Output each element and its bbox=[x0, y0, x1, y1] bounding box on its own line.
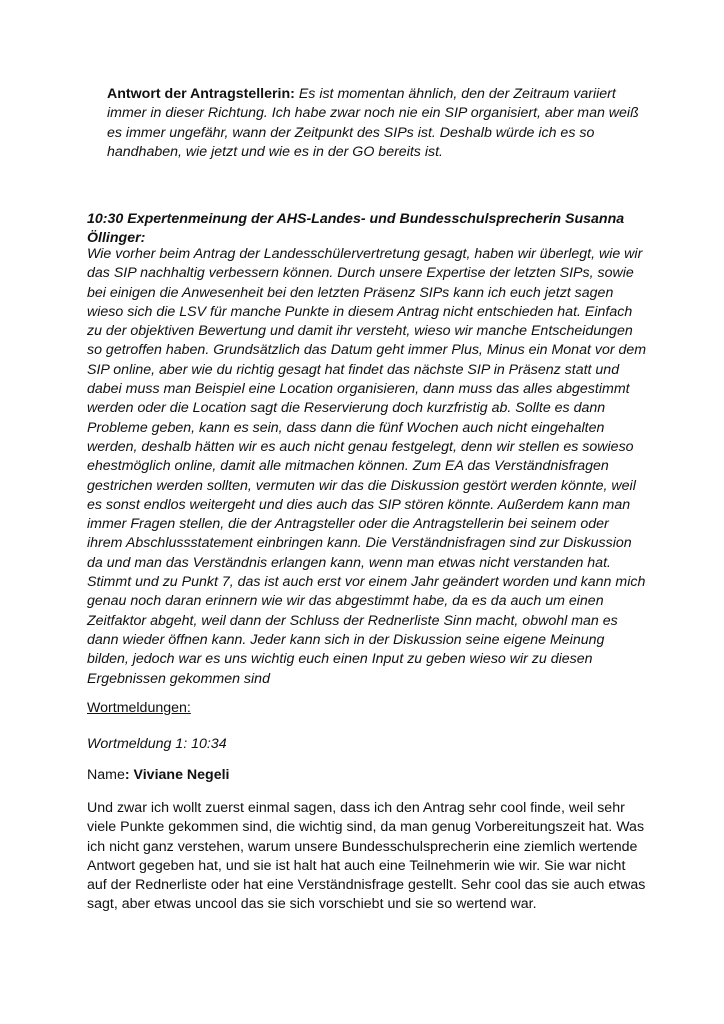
speaker-statement: Und zwar ich wollt zuerst einmal sagen, dass ich den Antrag sehr cool finde, weil sehr viele Punkte gekommen sind, die wichtig sind, da man genug Vorbereitungszeit hat. Was ich nicht ganz verstehen, warum unsere Bundesschulsprecherin eine ziemlich wertende Antwort gegeben hat, und sie ist halt hat auch eine Teilnehmerin wie wir. Sie war nicht auf der Rednerliste oder hat eine Verständnisfrage gestellt. Sehr cool das sie auch etwas sagt, aber etwas uncool das sie sich vorschiebt und sie so wertend war. bbox=[87, 800, 646, 913]
speaker-name-value: : Viviane Negeli bbox=[124, 767, 230, 783]
wortmeldungen-title: Wortmeldungen: bbox=[87, 700, 191, 716]
wortmeldung-meta: Wortmeldung 1: 10:34 bbox=[87, 736, 227, 752]
answer-text: Es ist momentan ähnlich, den der Zeitraum variiert immer in dieser Richtung. Ich habe zwar noch nie ein SIP organisiert, aber man weiß es immer ungefähr, wann der Zeitpunkt des SIPs ist. Deshalb würde ich es so handhaben, wie jetzt und wie es in der GO bereits ist. bbox=[107, 86, 639, 160]
speaker-name-label: Name bbox=[87, 767, 125, 783]
expert-statement: Wie vorher beim Antrag der Landesschülervertretung gesagt, haben wir überlegt, wie wir das SIP nachhaltig verbessern können. Durch unsere Expertise der letzten SIPs, sowie bei einigen die Anwesenheit bei den letzten Präsenz SIPs kann ich euch jetzt sagen wieso sich die LSV für manche Punkte in diesem Antrag nicht entschieden hat. Einfach zu der objektiven Bewertung und damit ihr versteht, wieso wir manche Entscheidungen so getroffen haben. Grundsätzlich das Datum geht immer Plus, Minus ein Monat vor dem SIP online, aber wie du richtig gesagt hat findet das nächste SIP in Präsenz statt und dabei muss man Beispiel eine Location organisieren, dann muss das alles abgestimmt werden oder die Location sagt die Reservierung doch kurzfristig ab. Sollte es dann Probleme geben, kann es sein, dass dann die fünf Wochen auch nicht eingehalten werden, deshalb hätten wir es auch nicht genau festgelegt, denn wir stellen es sowieso ehestmöglich online, damit alle mitmachen können. Zum EA das Verständnisfragen gestrichen werden sollten, vermuten wir das die Diskussion gestört werden könnte, weil es sonst endlos weitergeht und dies auch das SIP stören könnte. Außerdem kann man immer Fragen stellen, die der Antragsteller oder die Antragstellerin bei seinem oder ihrem Abschlussstatement einbringen kann. Die Verständnisfragen sind zur Diskussion da und man das Verständnis erlangen kann, wenn man etwas nicht verstanden hat. Stimmt und zu Punkt 7, das ist auch erst vor einem Jahr geändert worden und kann mich genau noch daran erinnern wie wir das abgestimmt habe, da es da auch um einen Zeitfaktor abgeht, weil dann der Schluss der Rednerliste Sinn macht, obwohl man es dann wieder öffnen kann. Jeder kann sich in der Diskussion seine eigene Meinung bilden, jedoch war es uns wichtig euch einen Input zu geben wieso wir zu diesen Ergebnissen gekommen sind bbox=[87, 246, 647, 687]
applicant-answer bbox=[107, 85, 647, 162]
answer-label: Antwort der Antragstellerin: bbox=[107, 86, 295, 102]
expert-heading: 10:30 Expertenmeinung der AHS-Landes- und Bundesschulsprecherin Susanna Öllinger: bbox=[87, 211, 625, 247]
speaker-name-line bbox=[87, 766, 647, 785]
